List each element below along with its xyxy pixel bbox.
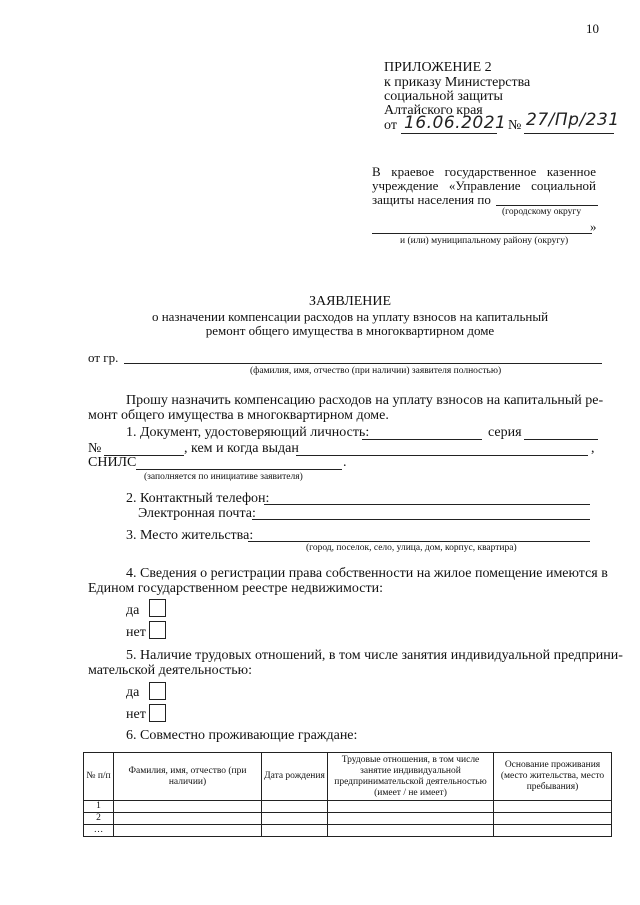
table-row — [84, 813, 612, 825]
number-prefix: № — [508, 118, 522, 133]
header-residence-basis: Основание проживания (место жительства, место пребывания) — [494, 753, 612, 801]
employment-no-checkbox[interactable] — [149, 704, 166, 722]
email-label: Электронная почта: — [138, 506, 256, 521]
employment-no-label: нет — [126, 707, 146, 722]
cell-employment[interactable] — [328, 813, 494, 825]
date-underline — [401, 133, 497, 134]
id-issued-label: , кем и когда выдан — [184, 441, 299, 456]
cell-residence-basis[interactable] — [494, 813, 612, 825]
header-number: № п/п — [84, 753, 114, 801]
id-document-label: 1. Документ, удостоверяющий личность: — [126, 425, 370, 440]
residence-field[interactable] — [248, 541, 590, 542]
cell-birth-date[interactable] — [262, 801, 328, 813]
date-handwritten: 16.06.2021 — [404, 113, 507, 133]
cell-full-name[interactable] — [114, 801, 262, 813]
ownership-line-1: 4. Сведения о регистрации права собственности на жилое помещение имеются в — [126, 566, 608, 581]
phone-label: 2. Контактный телефон: — [126, 491, 270, 506]
ownership-line-2: Едином государственном реестре недвижимости: — [88, 581, 383, 596]
snils-hint: (заполняется по инициативе заявителя) — [144, 472, 303, 482]
appendix-line-3: Алтайского края — [384, 103, 483, 118]
date-prefix: от — [384, 118, 397, 133]
cell-residence-basis[interactable] — [494, 801, 612, 813]
employment-line-1: 5. Наличие трудовых отношений, в том числе занятия индивидуальной предприни- — [126, 648, 623, 663]
cohabitants-table — [83, 752, 612, 837]
id-number-label: № — [88, 441, 102, 456]
cell-residence-basis[interactable] — [494, 825, 612, 837]
addressee-line-1: В краевое государственное казенное — [372, 164, 596, 179]
cell-employment[interactable] — [328, 825, 494, 837]
cell-birth-date[interactable] — [262, 825, 328, 837]
id-series-label: серия — [488, 425, 522, 440]
cell-employment[interactable] — [328, 801, 494, 813]
appendix-line-2: социальной защиты — [384, 89, 503, 104]
appendix-line-1: к приказу Министерства — [384, 75, 531, 90]
addressee-hint-1: (городскому округу — [502, 207, 582, 217]
header-full-name: Фамилия, имя, отчество (при наличии) — [114, 753, 262, 801]
id-series-field[interactable] — [524, 439, 598, 440]
residence-hint: (город, поселок, село, улица, дом, корпус, квартира) — [306, 543, 517, 553]
header-birth-date: Дата рождения — [262, 753, 328, 801]
id-issued-comma: , — [591, 441, 595, 456]
cell-full-name[interactable] — [114, 813, 262, 825]
request-line-2: монт общего имущества в многоквартирном доме. — [88, 408, 389, 423]
email-field[interactable] — [252, 519, 590, 520]
document-heading: ЗАЯВЛЕНИЕ — [308, 294, 392, 309]
row-number: … — [84, 825, 114, 837]
snils-field[interactable] — [136, 469, 342, 470]
applicant-hint: (фамилия, имя, отчество (при наличии) заявителя полностью) — [250, 366, 502, 376]
cell-birth-date[interactable] — [262, 813, 328, 825]
header-employment: Трудовые отношения, в том числе занятие индивидуальной предпринимательской деятельностью (имеет / не имеет) — [328, 753, 494, 801]
ownership-no-checkbox[interactable] — [149, 621, 166, 639]
snils-dot: . — [343, 455, 347, 470]
page-number: 10 — [586, 21, 599, 36]
ownership-yes-checkbox[interactable] — [149, 599, 166, 617]
row-number: 2 — [84, 813, 114, 825]
residence-label: 3. Место жительства: — [126, 528, 254, 543]
employment-line-2: мательской деятельностью: — [88, 663, 253, 678]
table-row — [84, 801, 612, 813]
ownership-yes-label: да — [126, 603, 140, 618]
request-line-1: Прошу назначить компенсацию расходов на уплату взносов на капитальный ре- — [126, 393, 604, 408]
id-issued-field[interactable] — [296, 455, 588, 456]
cohabitants-label: 6. Совместно проживающие граждане: — [126, 728, 358, 743]
addressee-quote-close: » — [590, 219, 597, 234]
phone-field[interactable] — [264, 504, 590, 505]
number-handwritten: 27/Пр/231 — [526, 110, 620, 130]
id-document-field[interactable] — [362, 439, 482, 440]
cell-full-name[interactable] — [114, 825, 262, 837]
addressee-district-field[interactable] — [372, 233, 592, 234]
document-subtitle-2: ремонт общего имущества в многоквартирном доме — [205, 323, 495, 338]
snils-label: СНИЛС — [88, 455, 137, 470]
row-number: 1 — [84, 801, 114, 813]
table-row — [84, 825, 612, 837]
addressee-line-3: защиты населения по — [372, 192, 491, 207]
applicant-name-field[interactable] — [124, 363, 602, 364]
ownership-no-label: нет — [126, 625, 146, 640]
appendix-title: ПРИЛОЖЕНИЕ 2 — [384, 60, 492, 75]
employment-yes-label: да — [126, 685, 140, 700]
number-underline — [524, 133, 614, 134]
table-header-row — [84, 753, 612, 801]
applicant-prefix: от гр. — [88, 350, 119, 365]
addressee-hint-2: и (или) муниципальному району (округу) — [400, 236, 569, 246]
employment-yes-checkbox[interactable] — [149, 682, 166, 700]
addressee-line-2: учреждение «Управление социальной — [372, 178, 596, 193]
addressee-region-field[interactable] — [496, 205, 598, 206]
document-subtitle-1: о назначении компенсации расходов на уплату взносов на капитальный — [151, 309, 549, 324]
